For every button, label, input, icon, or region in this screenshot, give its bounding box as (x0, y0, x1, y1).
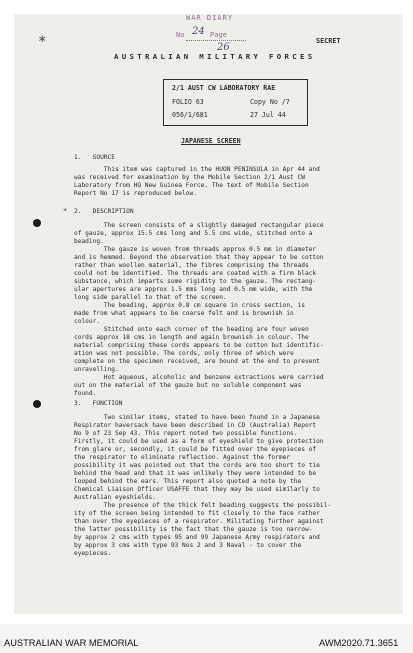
punch-hole (33, 219, 41, 227)
text-line: beading. (74, 238, 104, 245)
box-ref: 056/1/681 (172, 111, 208, 119)
section-heading: 1. SOURCE (74, 154, 115, 161)
classification-label: SECRET (316, 37, 341, 45)
text-line: substance, which imparts some rigidity to the gauze. The rectang- (74, 278, 317, 285)
stamp-title: WAR DIARY (186, 14, 233, 22)
text-line: Respirator haversack have been described in CD (Australia) Report (74, 422, 317, 429)
text-line: This item was captured in the HUON PENINSULA in Apr 44 and (74, 166, 320, 173)
section-mark: * (63, 207, 68, 215)
margin-mark: * (38, 34, 47, 50)
text-line: from glare or, secondly, it could be fitted over the eyepieces of (74, 446, 317, 453)
text-line: found. (74, 390, 97, 397)
text-line: complete on the specimen received, are bound at the end to prevent (74, 358, 320, 365)
war-diary-stamp (170, 12, 256, 56)
section-body (74, 414, 374, 564)
text-line: than over the eyepieces of a respirator. Militating further against (74, 518, 324, 525)
text-line: The gauze is woven from threads approx 0.5 mm in diameter (74, 246, 317, 253)
text-line: behind the head and that it was unlikely they were intended to be (74, 470, 317, 477)
box-folio: FOLIO 63 (172, 98, 204, 106)
stamp-underline (186, 40, 246, 41)
archive-footer (0, 624, 413, 653)
reference-box (163, 79, 308, 126)
text-line: by approx 2 cms with types 95 and 99 Japanese Army respirators and (74, 534, 320, 541)
stamp-no-label: No (176, 31, 185, 39)
text-line: possibility it was pointed out that the cords are too short to tie (74, 462, 320, 469)
section-body (74, 222, 374, 402)
stamp-page-value: 26 (217, 42, 230, 53)
section-heading: 2. DESCRIPTION (74, 208, 134, 215)
text-line: colour. (74, 318, 101, 325)
text-line: of gauze, approx 15.5 cms long and 5.5 cms wide, stitched onto a (74, 230, 313, 237)
text-line: ular apertures are approx 1.5 mms long and 0.5 mm wide, with the (74, 286, 313, 293)
text-line: ation was not possible. The cords, only three of which were (74, 350, 294, 357)
footer-source: AUSTRALIAN WAR MEMORIAL (4, 638, 139, 648)
text-line: Firstly, it could be used as a form of eyeshield to give protection (74, 438, 324, 445)
text-line: ity of the screen being intended to fit closely to the face rather (74, 510, 320, 517)
section-body (74, 166, 374, 202)
text-line: and is hemmed. Beyond the observation that they appear to be cotton (74, 254, 324, 261)
text-line: unravelling. (74, 366, 119, 373)
text-line: looped behind the ears. This report also quoted a note by the (74, 478, 302, 485)
text-line: Laboratory from HQ New Guinea Force. The text of Mobile Section (74, 182, 309, 189)
text-line: by approx 3 cms with type 93 Nos 2 and 3 Naval - to cover the (74, 542, 302, 549)
stamp-page-label: Page (210, 31, 227, 39)
text-line: Chemical Liaison Officer USAFFE that they may be used similarly to (74, 486, 320, 493)
text-line: the respirator to eliminate reflection. Against the former (74, 454, 291, 461)
text-line: Hot aqueous, alcoholic and benzene extractions were carried (74, 374, 324, 381)
box-date: 27 Jul 44 (250, 111, 286, 119)
text-line: long side parallel to that of the screen. (74, 294, 227, 301)
text-line: made from what appears to be coarse felt and is brownish in (74, 310, 294, 317)
text-line: the latter possibility is the fact that the gauze is too narrow- (74, 526, 313, 533)
text-line: cords approx 18 cms in length and again brownish in colour. The (74, 334, 309, 341)
text-line: Stitched onto each corner of the beading are four woven (74, 326, 309, 333)
box-unit: 2/1 AUST CW LABORATORY RAE (172, 84, 276, 92)
text-line: Australian eyeshields. (74, 494, 156, 501)
box-copy: Copy No /7 (250, 98, 290, 106)
stamp-no-value: 24 (192, 26, 205, 37)
text-line: Two similar items, stated to have been found in a Japanese (74, 414, 320, 421)
section-heading: 3. FUNCTION (74, 400, 123, 407)
punch-hole (33, 400, 41, 408)
header-title: AUSTRALIAN MILITARY FORCES (114, 52, 316, 61)
text-line: rather than woollen material, the fibres comprising the threads (74, 262, 309, 269)
text-line: eyepieces. (74, 550, 112, 557)
text-line: could not be identified. The threads are coated with a firm black (74, 270, 317, 277)
text-line: Report No 17 is reproduced below. (74, 190, 197, 197)
text-line: The screen consists of a slightly damaged rectangular piece (74, 222, 324, 229)
text-line: was received for examination by the Mobile Section 2/1 Aust CW (74, 174, 305, 181)
text-line: The beading, approx 0.8 cm square in cross section, is (74, 302, 305, 309)
text-line: The presence of the thick felt beading suggests the possibil- (74, 502, 332, 509)
text-line: material comprising these cords appears to be cotton but identific- (74, 342, 324, 349)
text-line: No 9 of 23 Sep 43. This report noted two possible functions. (74, 430, 298, 437)
footer-accession-number: AWM2020.71.3651 (319, 638, 399, 648)
text-line: out on the material of the gauze but no soluble component was (74, 382, 302, 389)
document-title: JAPANESE SCREEN (181, 137, 241, 145)
